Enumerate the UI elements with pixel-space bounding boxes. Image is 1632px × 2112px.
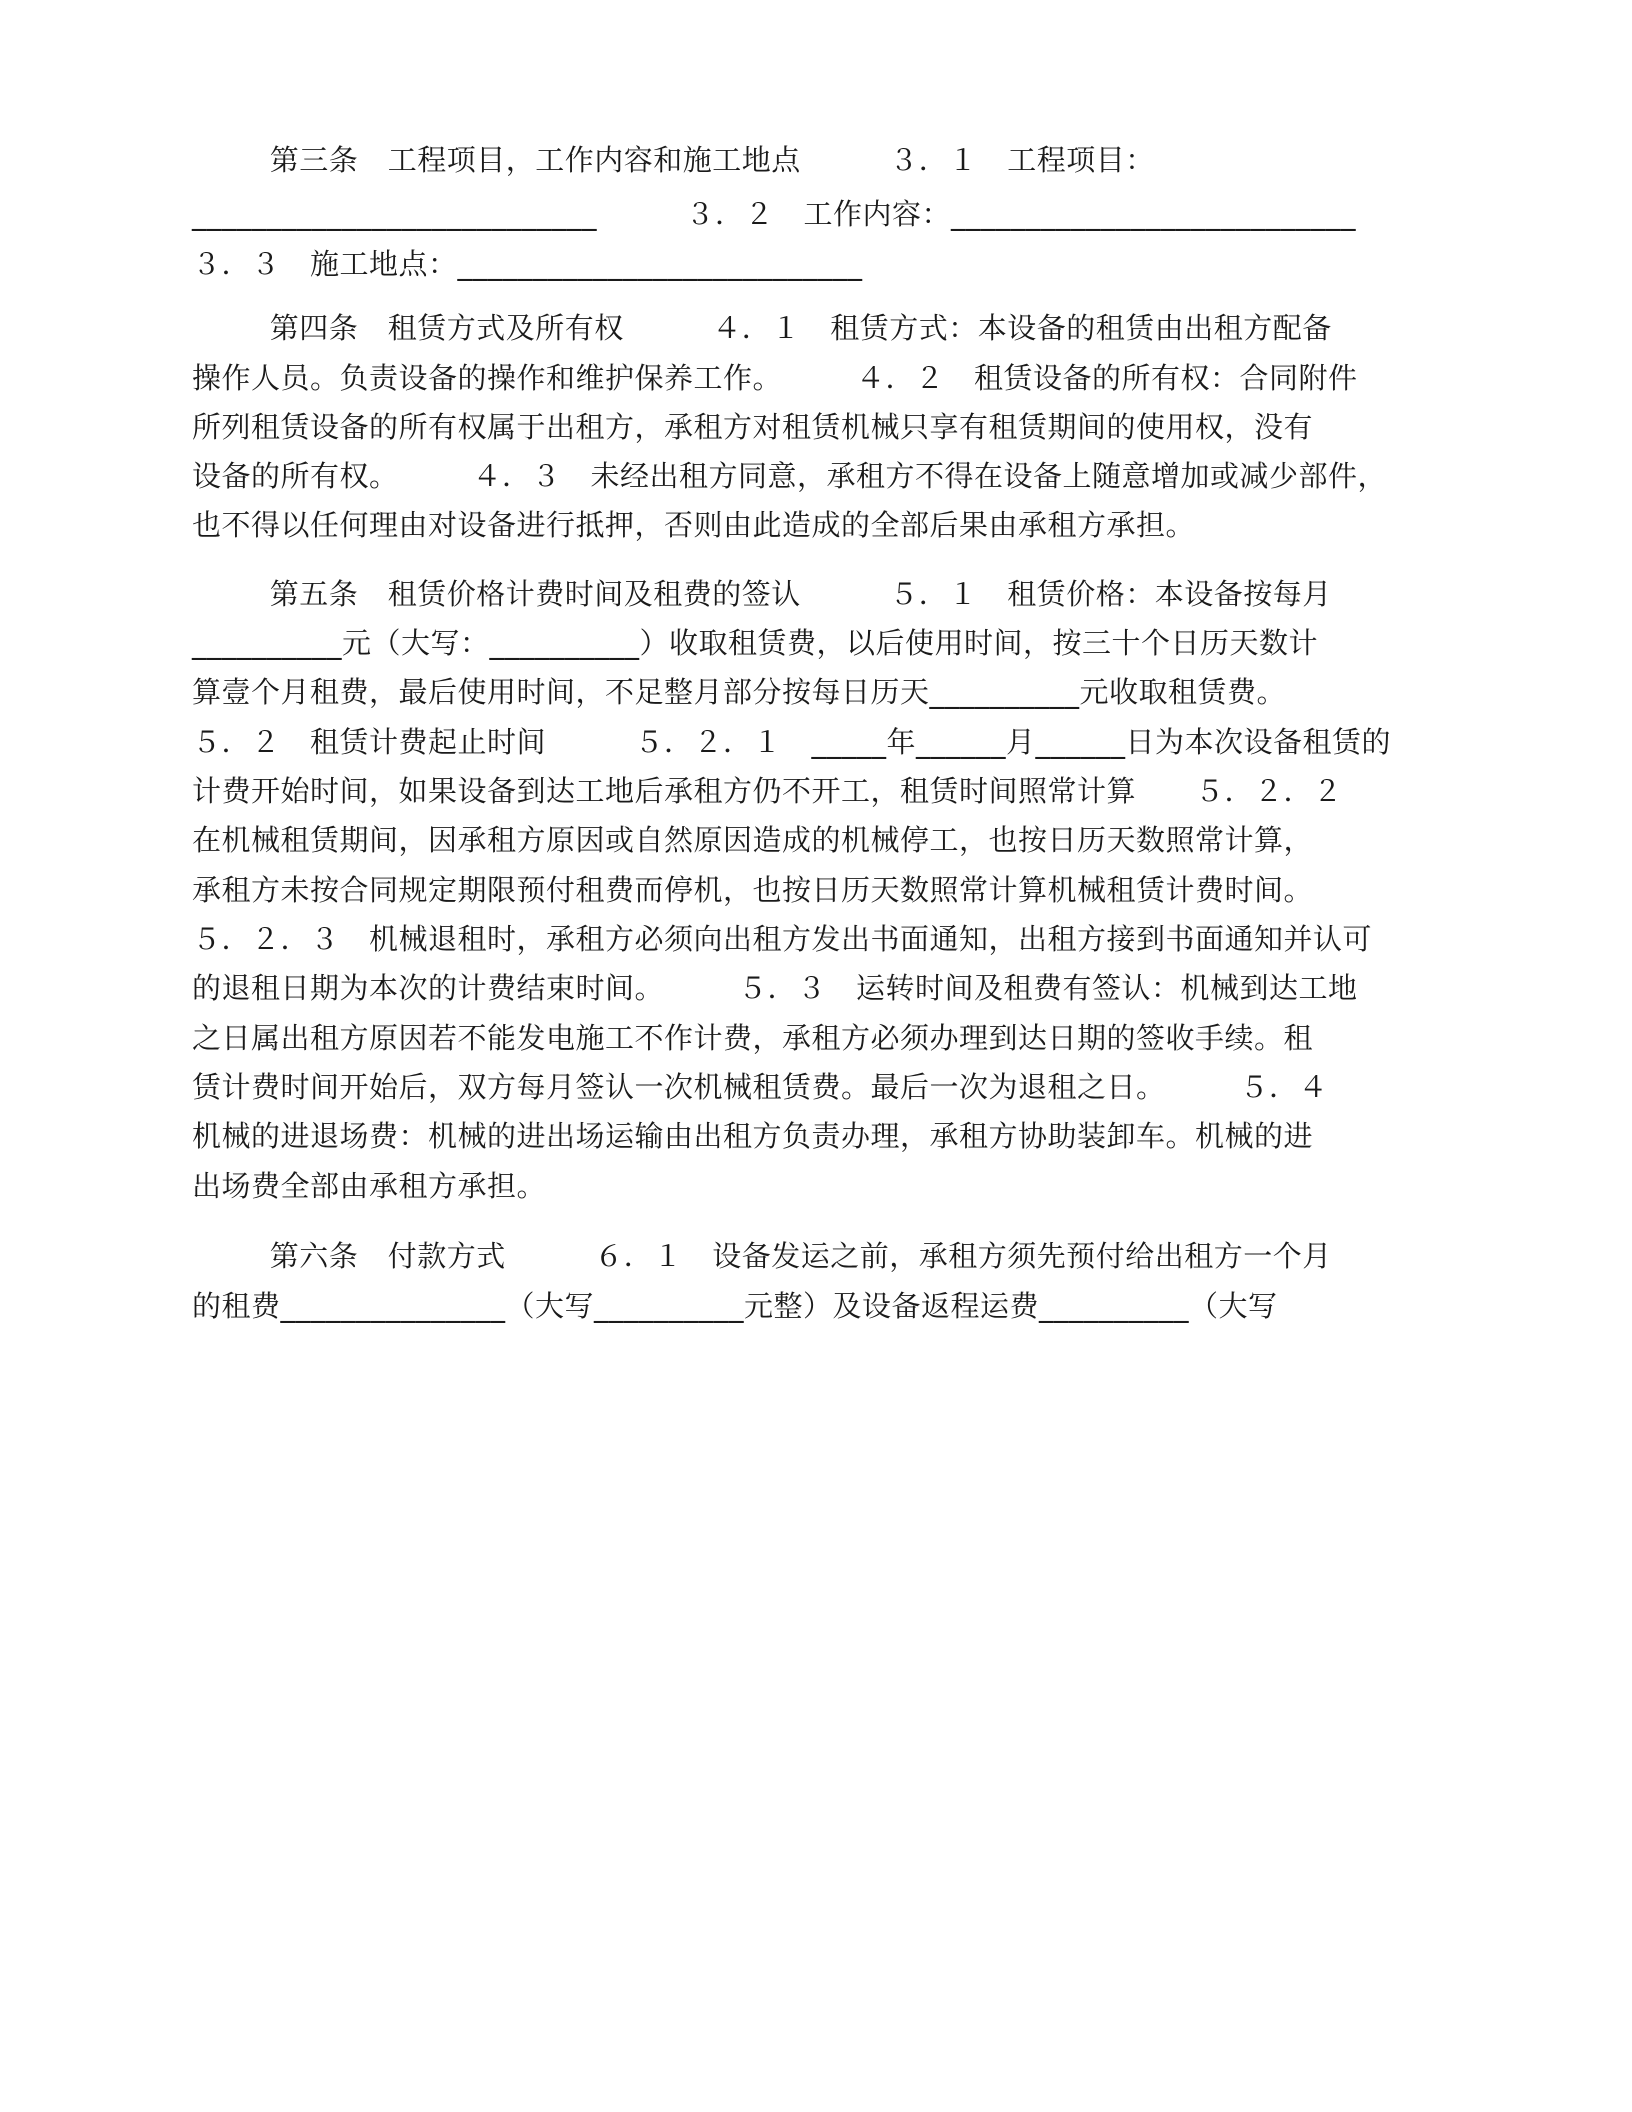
text-line: 的租费_______________（大写__________元整）及设备返程运费__________（大写 [192, 1289, 1278, 1323]
text-line: 赁计费时间开始后，双方每月签认一次机械租赁费。最后一次为退租之日。 ５．４ [192, 1070, 1329, 1104]
text-line: 第五条 租赁价格计费时间及租费的签认 ５．１ 租赁价格：本设备按每月 [192, 577, 1332, 611]
text-line: 第四条 租赁方式及所有权 ４．１ 租赁方式：本设备的租赁由出租方配备 [192, 311, 1332, 345]
text-line: ５．２ 租赁计费起止时间 ５．２．１ _____年______月______日为本次设备租赁的 [192, 725, 1392, 759]
text-line: ___________________________ ３．２ 工作内容：___________________________ [192, 197, 1357, 231]
text-line: 第六条 付款方式 ６．１ 设备发运之前，承租方须先预付给出租方一个月 [192, 1239, 1332, 1273]
text-line: 的退租日期为本次的计费结束时间。 ５．３ 运转时间及租费有签认：机械到达工地 [192, 971, 1358, 1005]
text-line: 操作人员。负责设备的操作和维护保养工作。 ４．２ 租赁设备的所有权：合同附件 [192, 361, 1358, 395]
text-line: ５．２．３ 机械退租时，承租方必须向出租方发出书面通知，出租方接到书面通知并认可 [192, 922, 1373, 956]
text-line: __________元（大写：__________）收取租赁费，以后使用时间，按三十个日历天数计 [192, 626, 1319, 660]
text-line: 所列租赁设备的所有权属于出租方，承租方对租赁机械只享有租赁期间的使用权，没有 [192, 410, 1314, 444]
text-line: 出场费全部由承租方承担。 [192, 1169, 547, 1203]
text-line: 算壹个月租费，最后使用时间，不足整月部分按每日历天__________元收取租赁费。 [192, 675, 1287, 709]
text-line: 设备的所有权。 ４．３ 未经出租方同意，承租方不得在设备上随意增加或减少部件， [192, 459, 1388, 493]
text-line: 计费开始时间，如果设备到达工地后承租方仍不开工，租赁时间照常计算 ５．２．２ [192, 774, 1343, 808]
text-line: 第三条 工程项目，工作内容和施工地点 ３．１ 工程项目： [192, 143, 1155, 177]
text-line: ３．３ 施工地点：___________________________ [192, 247, 863, 281]
text-line: 承租方未按合同规定期限预付租费而停机，也按日历天数照常计算机械租赁计费时间。 [192, 873, 1314, 907]
text-line: 之日属出租方原因若不能发电施工不作计费，承租方必须办理到达日期的签收手续。租 [192, 1021, 1314, 1055]
text-line: 在机械租赁期间，因承租方原因或自然原因造成的机械停工，也按日历天数照常计算， [192, 823, 1314, 857]
text-line: 机械的进退场费：机械的进出场运输由出租方负责办理，承租方协助装卸车。机械的进 [192, 1119, 1314, 1153]
text-line: 也不得以任何理由对设备进行抵押，否则由此造成的全部后果由承租方承担。 [192, 508, 1196, 542]
